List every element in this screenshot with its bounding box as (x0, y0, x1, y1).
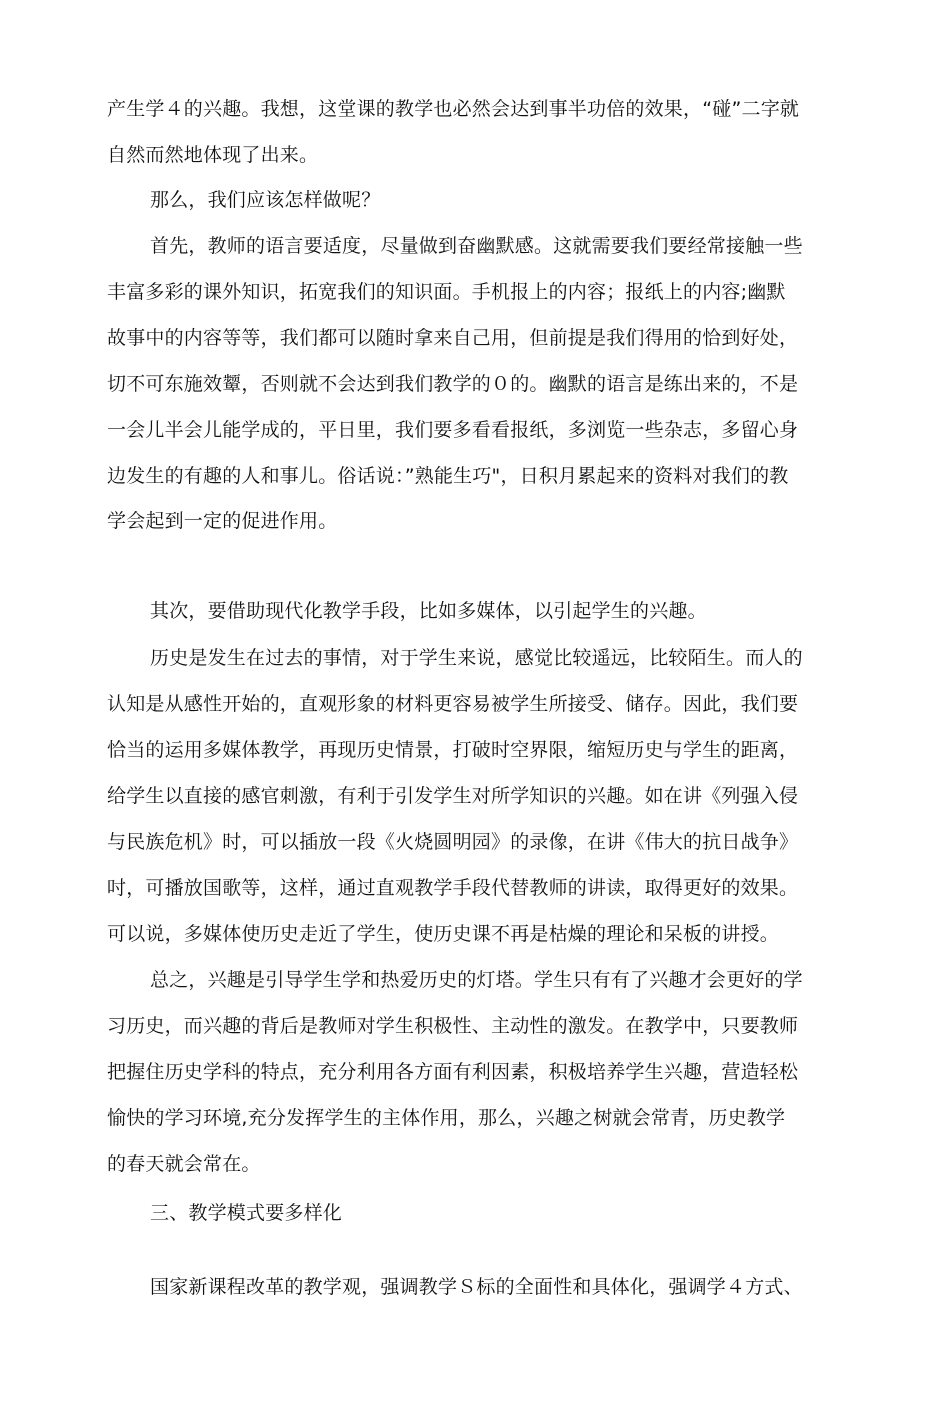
text-line: 国家新课程改革的教学观，强调教学Ｓ标的全面性和具体化，强调学４方式、 (150, 1276, 803, 1298)
text-line: 总之，兴趣是引导学生学和热爱历史的灯塔。学生只有有了兴趣才会更好的学 (150, 969, 803, 991)
text-line: 与民族危机》时，可以插放一段《火烧圆明园》的录像，在讲《伟大的抗日战争》 (107, 831, 799, 853)
text-line: 首先，教师的语言要适度，尽量做到奋幽默感。这就需要我们要经常接触一些 (150, 235, 803, 257)
text-line: 恰当的运用多媒体教学，再现历史情景，打破时空界限，缩短历史与学生的距离， (107, 739, 799, 761)
text-line: 可以说，多媒体使历史走近了学生，使历史课不再是枯燥的理论和呆板的讲授。 (107, 923, 780, 945)
text-line: 给学生以直接的感官刺激，有利于引发学生对所学知识的兴趣。如在讲《列强入侵 (107, 785, 799, 807)
text-line: 的春天就会常在。 (107, 1153, 261, 1175)
text-line: 学会起到一定的促进作用。 (107, 510, 338, 532)
text-line: 吋，可播放国歌等，这样，通过直观教学手段代替教师的讲读，取得更好的效果。 (107, 877, 799, 899)
text-line: 其次，要借助现代化教学手段，比如多媒体，以引起学生的兴趣。 (150, 600, 707, 622)
text-line: 一会儿半会儿能学成的，平日里，我们要多看看报纸，多浏览一些杂志，多留心身 (107, 419, 799, 441)
text-line: 历史是发生在过去的事情，对于学生来说，感觉比较遥远，比较陌生。而人的 (150, 647, 803, 669)
text-line: 切不可东施效颦，否则就不会达到我们教学的０的。幽默的语言是练出来的，不是 (107, 373, 799, 395)
text-line: 产生学４的兴趣。我想，这堂课的教学也必然会达到事半功倍的效果，“碰”二字就 (107, 98, 800, 120)
text-line: 愉快的学习环境,充分发挥学生的主体作用，那么，兴趣之树就会常青，历史教学 (107, 1107, 786, 1129)
section-heading: 三、教学模式要多样化 (150, 1202, 343, 1224)
text-line: 丰富多彩的课外知识，拓宽我们的知识面。手机报上的内容；报纸上的内容;幽默 (107, 281, 786, 303)
text-line: 边发生的有趣的人和事儿。俗话说：”熟能生巧"，日积月累起来的资料对我们的教 (107, 465, 789, 487)
text-line: 自然而然地体现了出来。 (107, 144, 319, 166)
text-line: 那么，我们应该怎样做呢？ (150, 189, 381, 211)
text-line: 把握住历史学科的特点，充分利用各方面有利因素，积极培养学生兴趣，营造轻松 (107, 1061, 799, 1083)
text-line: 认知是从感性开始的，直观形象的材料更容易被学生所接受、储存。因此，我们要 (107, 693, 799, 715)
text-line: 习历史，而兴趣的背后是教师对学生积极性、主动性的激发。在教学中，只要教师 (107, 1015, 799, 1037)
text-line: 故事中的内容等等，我们都可以随时拿来自己用，但前提是我们得用的恰到好处， (107, 327, 799, 349)
